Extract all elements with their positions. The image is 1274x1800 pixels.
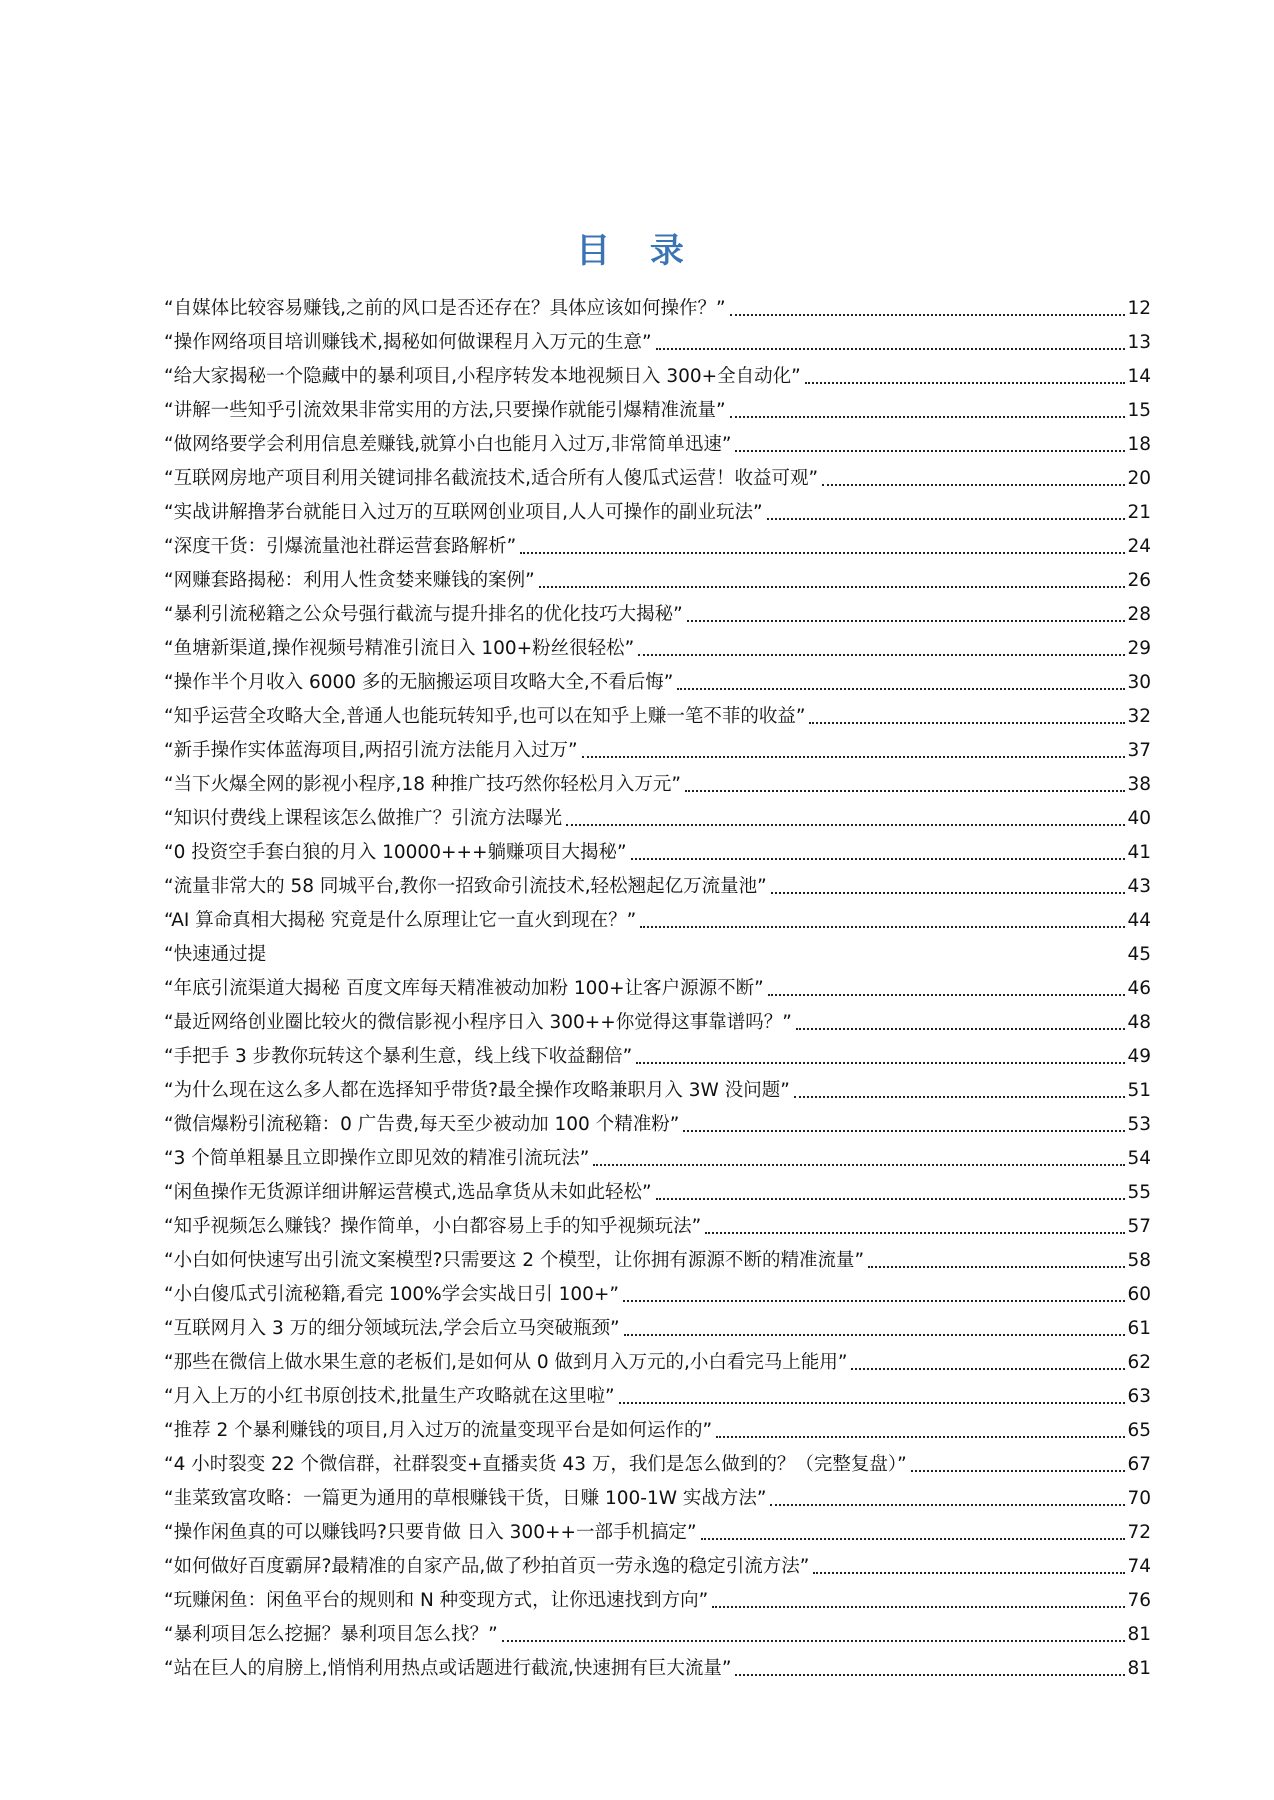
toc-entry[interactable] <box>164 1511 1151 1545</box>
toc-entry-title: “0 投资空手套白狼的月入 10000+++躺赚项目大揭秘” <box>164 842 627 863</box>
toc-entry-title: “4 小时裂变 22 个微信群，社群裂变+直播卖货 43 万，我们是怎么做到的？（完整复盘）” <box>164 1454 907 1475</box>
toc-entry[interactable] <box>164 1137 1151 1171</box>
toc-entry-title: “互联网月入 3 万的细分领域玩法,学会后立马突破瓶颈” <box>164 1318 620 1339</box>
toc-dot-leader <box>656 348 1125 350</box>
toc-dot-leader <box>593 1164 1125 1166</box>
toc-entry[interactable] <box>164 1477 1151 1511</box>
toc-page-number: 41 <box>1127 842 1151 863</box>
toc-dot-leader <box>582 756 1125 758</box>
toc-list <box>164 287 1151 1681</box>
toc-dot-leader <box>566 824 1125 826</box>
toc-page-number: 67 <box>1127 1454 1151 1475</box>
toc-page-number: 54 <box>1127 1148 1151 1169</box>
toc-dot-leader <box>712 1606 1125 1608</box>
toc-dot-leader <box>768 994 1125 996</box>
toc-entry[interactable] <box>164 661 1151 695</box>
toc-page-number: 49 <box>1127 1046 1151 1067</box>
toc-entry-title: “做网络要学会利用信息差赚钱,就算小白也能月入过万,非常简单迅速” <box>164 434 732 455</box>
toc-page-number: 18 <box>1127 434 1151 455</box>
toc-dot-leader <box>809 722 1125 724</box>
toc-dot-leader <box>796 1028 1125 1030</box>
toc-dot-leader <box>735 1674 1125 1676</box>
toc-entry-title: “知识付费线上课程该怎么做推广？引流方法曝光 <box>164 808 563 829</box>
toc-page-number: 28 <box>1127 604 1151 625</box>
toc-entry[interactable] <box>164 1001 1151 1035</box>
toc-dot-leader <box>624 1334 1125 1336</box>
toc-page-number: 26 <box>1127 570 1151 591</box>
toc-dot-leader <box>520 552 1125 554</box>
toc-entry[interactable] <box>164 831 1151 865</box>
toc-dot-leader <box>638 654 1125 656</box>
toc-dot-leader <box>911 1470 1125 1472</box>
toc-page-number: 24 <box>1127 536 1151 557</box>
toc-entry-title: “流量非常大的 58 同城平台,教你一招致命引流技术,轻松翘起亿万流量池” <box>164 876 767 897</box>
toc-entry[interactable] <box>164 1307 1151 1341</box>
toc-page-number: 12 <box>1127 298 1151 319</box>
toc-entry-title: “操作网络项目培训赚钱术,揭秘如何做课程月入万元的生意” <box>164 332 652 353</box>
toc-entry[interactable] <box>164 1035 1151 1069</box>
toc-entry[interactable] <box>164 1375 1151 1409</box>
toc-page-number: 70 <box>1127 1488 1151 1509</box>
toc-entry-title: “最近网络创业圈比较火的微信影视小程序日入 300++你觉得这事靠谱吗？” <box>164 1012 792 1033</box>
toc-dot-leader <box>794 1096 1125 1098</box>
toc-page-number: 65 <box>1127 1420 1151 1441</box>
toc-entry-title: “操作闲鱼真的可以赚钱吗?只要肯做 日入 300++一部手机搞定” <box>164 1522 697 1543</box>
toc-dot-leader <box>730 314 1125 316</box>
toc-page-number: 76 <box>1127 1590 1151 1611</box>
toc-entry-title: “推荐 2 个暴利赚钱的项目,月入过万的流量变现平台是如何运作的” <box>164 1420 713 1441</box>
toc-entry[interactable] <box>164 1171 1151 1205</box>
toc-dot-leader <box>685 790 1125 792</box>
toc-entry-title: “如何做好百度霸屏?最精准的自家产品,做了秒拍首页一劳永逸的稳定引流方法” <box>164 1556 810 1577</box>
toc-page-number: 30 <box>1127 672 1151 693</box>
toc-entry[interactable] <box>164 1341 1151 1375</box>
toc-entry-title: “月入上万的小红书原创技术,批量生产攻略就在这里啦” <box>164 1386 615 1407</box>
toc-dot-leader <box>270 960 1125 962</box>
toc-page-number: 40 <box>1127 808 1151 829</box>
toc-dot-leader <box>539 586 1125 588</box>
toc-entry[interactable] <box>164 797 1151 831</box>
toc-page-number: 15 <box>1127 400 1151 421</box>
toc-entry-title: “给大家揭秘一个隐藏中的暴利项目,小程序转发本地视频日入 300+全自动化” <box>164 366 801 387</box>
toc-dot-leader <box>730 416 1125 418</box>
toc-entry-title: “知乎视频怎么赚钱？操作简单，小白都容易上手的知乎视频玩法” <box>164 1216 702 1237</box>
toc-page-number: 58 <box>1127 1250 1151 1271</box>
toc-entry[interactable] <box>164 1647 1151 1681</box>
toc-entry-title: “当下火爆全网的影视小程序,18 种推广技巧然你轻松月入万元” <box>164 774 681 795</box>
toc-entry-title: “实战讲解撸茅台就能日入过万的互联网创业项目,人人可操作的副业玩法” <box>164 502 763 523</box>
toc-entry-title: “那些在微信上做水果生意的老板们,是如何从 0 做到月入万元的,小白看完马上能用” <box>164 1352 848 1373</box>
toc-dot-leader <box>687 620 1125 622</box>
toc-dot-leader <box>767 518 1125 520</box>
toc-entry[interactable] <box>164 525 1151 559</box>
toc-entry-title: “AI 算命真相大揭秘 究竟是什么原理让它一直火到现在？” <box>164 910 637 931</box>
toc-dot-leader <box>851 1368 1125 1370</box>
toc-entry-title: “3 个简单粗暴且立即操作立即见效的精准引流玩法” <box>164 1148 590 1169</box>
toc-page-number: 29 <box>1127 638 1151 659</box>
toc-page-number: 53 <box>1127 1114 1151 1135</box>
toc-entry[interactable] <box>164 1545 1151 1579</box>
toc-entry[interactable] <box>164 287 1151 321</box>
toc-dot-leader <box>705 1232 1125 1234</box>
toc-entry-title: “站在巨人的肩膀上,悄悄利用热点或话题进行截流,快速拥有巨大流量” <box>164 1658 732 1679</box>
toc-entry-title: “新手操作实体蓝海项目,两招引流方法能月入过万” <box>164 740 578 761</box>
toc-dot-leader <box>822 484 1125 486</box>
toc-page-number: 20 <box>1127 468 1151 489</box>
toc-entry[interactable] <box>164 967 1151 1001</box>
toc-entry-title: “互联网房地产项目利用关键词排名截流技术,适合所有人傻瓜式运营！收益可观” <box>164 468 819 489</box>
toc-entry[interactable] <box>164 1103 1151 1137</box>
toc-entry-title: “操作半个月收入 6000 多的无脑搬运项目攻略大全,不看后悔” <box>164 672 674 693</box>
toc-entry-title: “讲解一些知乎引流效果非常实用的方法,只要操作就能引爆精准流量” <box>164 400 726 421</box>
toc-entry[interactable] <box>164 763 1151 797</box>
toc-dot-leader <box>640 926 1125 928</box>
toc-dot-leader <box>771 892 1125 894</box>
toc-entry-title: “为什么现在这么多人都在选择知乎带货?最全操作攻略兼职月入 3W 没问题” <box>164 1080 790 1101</box>
toc-dot-leader <box>813 1572 1125 1574</box>
toc-entry-title: “玩赚闲鱼：闲鱼平台的规则和 N 种变现方式，让你迅速找到方向” <box>164 1590 709 1611</box>
toc-entry-title: “年底引流渠道大揭秘 百度文库每天精准被动加粉 100+让客户源源不断” <box>164 978 764 999</box>
toc-entry[interactable] <box>164 491 1151 525</box>
toc-page-number: 45 <box>1127 944 1151 965</box>
toc-entry[interactable] <box>164 457 1151 491</box>
toc-page-number: 32 <box>1127 706 1151 727</box>
toc-entry-title: “韭菜致富攻略：一篇更为通用的草根赚钱干货，日赚 100-1W 实战方法” <box>164 1488 767 1509</box>
toc-title: 目 录 <box>576 230 698 271</box>
toc-entry[interactable] <box>164 729 1151 763</box>
toc-dot-leader <box>683 1130 1125 1132</box>
toc-entry-title: “手把手 3 步教你玩转这个暴利生意，线上线下收益翻倍” <box>164 1046 633 1067</box>
toc-entry[interactable] <box>164 1409 1151 1443</box>
toc-page-number: 81 <box>1127 1658 1151 1679</box>
toc-page-number: 63 <box>1127 1386 1151 1407</box>
toc-entry[interactable] <box>164 593 1151 627</box>
toc-entry[interactable] <box>164 865 1151 899</box>
toc-entry[interactable] <box>164 695 1151 729</box>
toc-entry-title: “暴利引流秘籍之公众号强行截流与提升排名的优化技巧大揭秘” <box>164 604 683 625</box>
toc-entry[interactable] <box>164 1613 1151 1647</box>
toc-entry[interactable] <box>164 1069 1151 1103</box>
toc-dot-leader <box>677 688 1125 690</box>
toc-dot-leader <box>716 1436 1125 1438</box>
toc-entry[interactable] <box>164 933 1151 967</box>
toc-page-number: 21 <box>1127 502 1151 523</box>
toc-entry-title: “鱼塘新渠道,操作视频号精准引流日入 100+粉丝很轻松” <box>164 638 635 659</box>
toc-dot-leader <box>770 1504 1125 1506</box>
toc-entry-title: “快速通过提 <box>164 944 267 965</box>
toc-entry-title: “闲鱼操作无货源详细讲解运营模式,选品拿货从未如此轻松” <box>164 1182 652 1203</box>
toc-page-number: 74 <box>1127 1556 1151 1577</box>
toc-dot-leader <box>735 450 1125 452</box>
toc-page-number: 38 <box>1127 774 1151 795</box>
toc-entry[interactable] <box>164 355 1151 389</box>
toc-entry[interactable] <box>164 559 1151 593</box>
toc-dot-leader <box>701 1538 1125 1540</box>
toc-entry[interactable] <box>164 423 1151 457</box>
toc-page-number: 55 <box>1127 1182 1151 1203</box>
toc-page-number: 60 <box>1127 1284 1151 1305</box>
toc-page-number: 13 <box>1127 332 1151 353</box>
toc-entry-title: “小白傻瓜式引流秘籍,看完 100%学会实战日引 100+” <box>164 1284 620 1305</box>
toc-page-number: 46 <box>1127 978 1151 999</box>
toc-dot-leader <box>502 1640 1125 1642</box>
toc-dot-leader <box>805 382 1125 384</box>
toc-dot-leader <box>623 1300 1125 1302</box>
toc-dot-leader <box>619 1402 1125 1404</box>
toc-dot-leader <box>656 1198 1125 1200</box>
toc-entry[interactable] <box>164 1273 1151 1307</box>
toc-page-number: 51 <box>1127 1080 1151 1101</box>
toc-entry[interactable] <box>164 627 1151 661</box>
toc-entry[interactable] <box>164 1579 1151 1613</box>
toc-dot-leader <box>868 1266 1125 1268</box>
toc-page-number: 72 <box>1127 1522 1151 1543</box>
toc-entry-title: “小白如何快速写出引流文案模型?只需要这 2 个模型，让你拥有源源不断的精准流量” <box>164 1250 865 1271</box>
toc-page-number: 43 <box>1127 876 1151 897</box>
toc-entry-title: “微信爆粉引流秘籍：0 广告费,每天至少被动加 100 个精准粉” <box>164 1114 680 1135</box>
toc-dot-leader <box>636 1062 1125 1064</box>
toc-page-number: 61 <box>1127 1318 1151 1339</box>
toc-entry[interactable] <box>164 1239 1151 1273</box>
toc-page-number: 44 <box>1127 910 1151 931</box>
toc-page-number: 57 <box>1127 1216 1151 1237</box>
toc-page-number: 48 <box>1127 1012 1151 1033</box>
toc-entry-title: “自媒体比较容易赚钱,之前的风口是否还存在？具体应该如何操作？” <box>164 298 726 319</box>
toc-entry-title: “网赚套路揭秘：利用人性贪婪来赚钱的案例” <box>164 570 535 591</box>
toc-entry-title: “深度干货：引爆流量池社群运营套路解析” <box>164 536 517 557</box>
toc-entry[interactable] <box>164 389 1151 423</box>
toc-entry-title: “知乎运营全攻略大全,普通人也能玩转知乎,也可以在知乎上赚一笔不菲的收益” <box>164 706 806 727</box>
toc-page-number: 14 <box>1127 366 1151 387</box>
toc-entry-title: “暴利项目怎么挖掘？暴利项目怎么找？” <box>164 1624 498 1645</box>
toc-entry[interactable] <box>164 321 1151 355</box>
toc-page-number: 37 <box>1127 740 1151 761</box>
toc-entry[interactable] <box>164 899 1151 933</box>
toc-dot-leader <box>631 858 1125 860</box>
toc-page-number: 62 <box>1127 1352 1151 1373</box>
toc-page-number: 81 <box>1127 1624 1151 1645</box>
toc-entry[interactable] <box>164 1443 1151 1477</box>
toc-entry[interactable] <box>164 1205 1151 1239</box>
